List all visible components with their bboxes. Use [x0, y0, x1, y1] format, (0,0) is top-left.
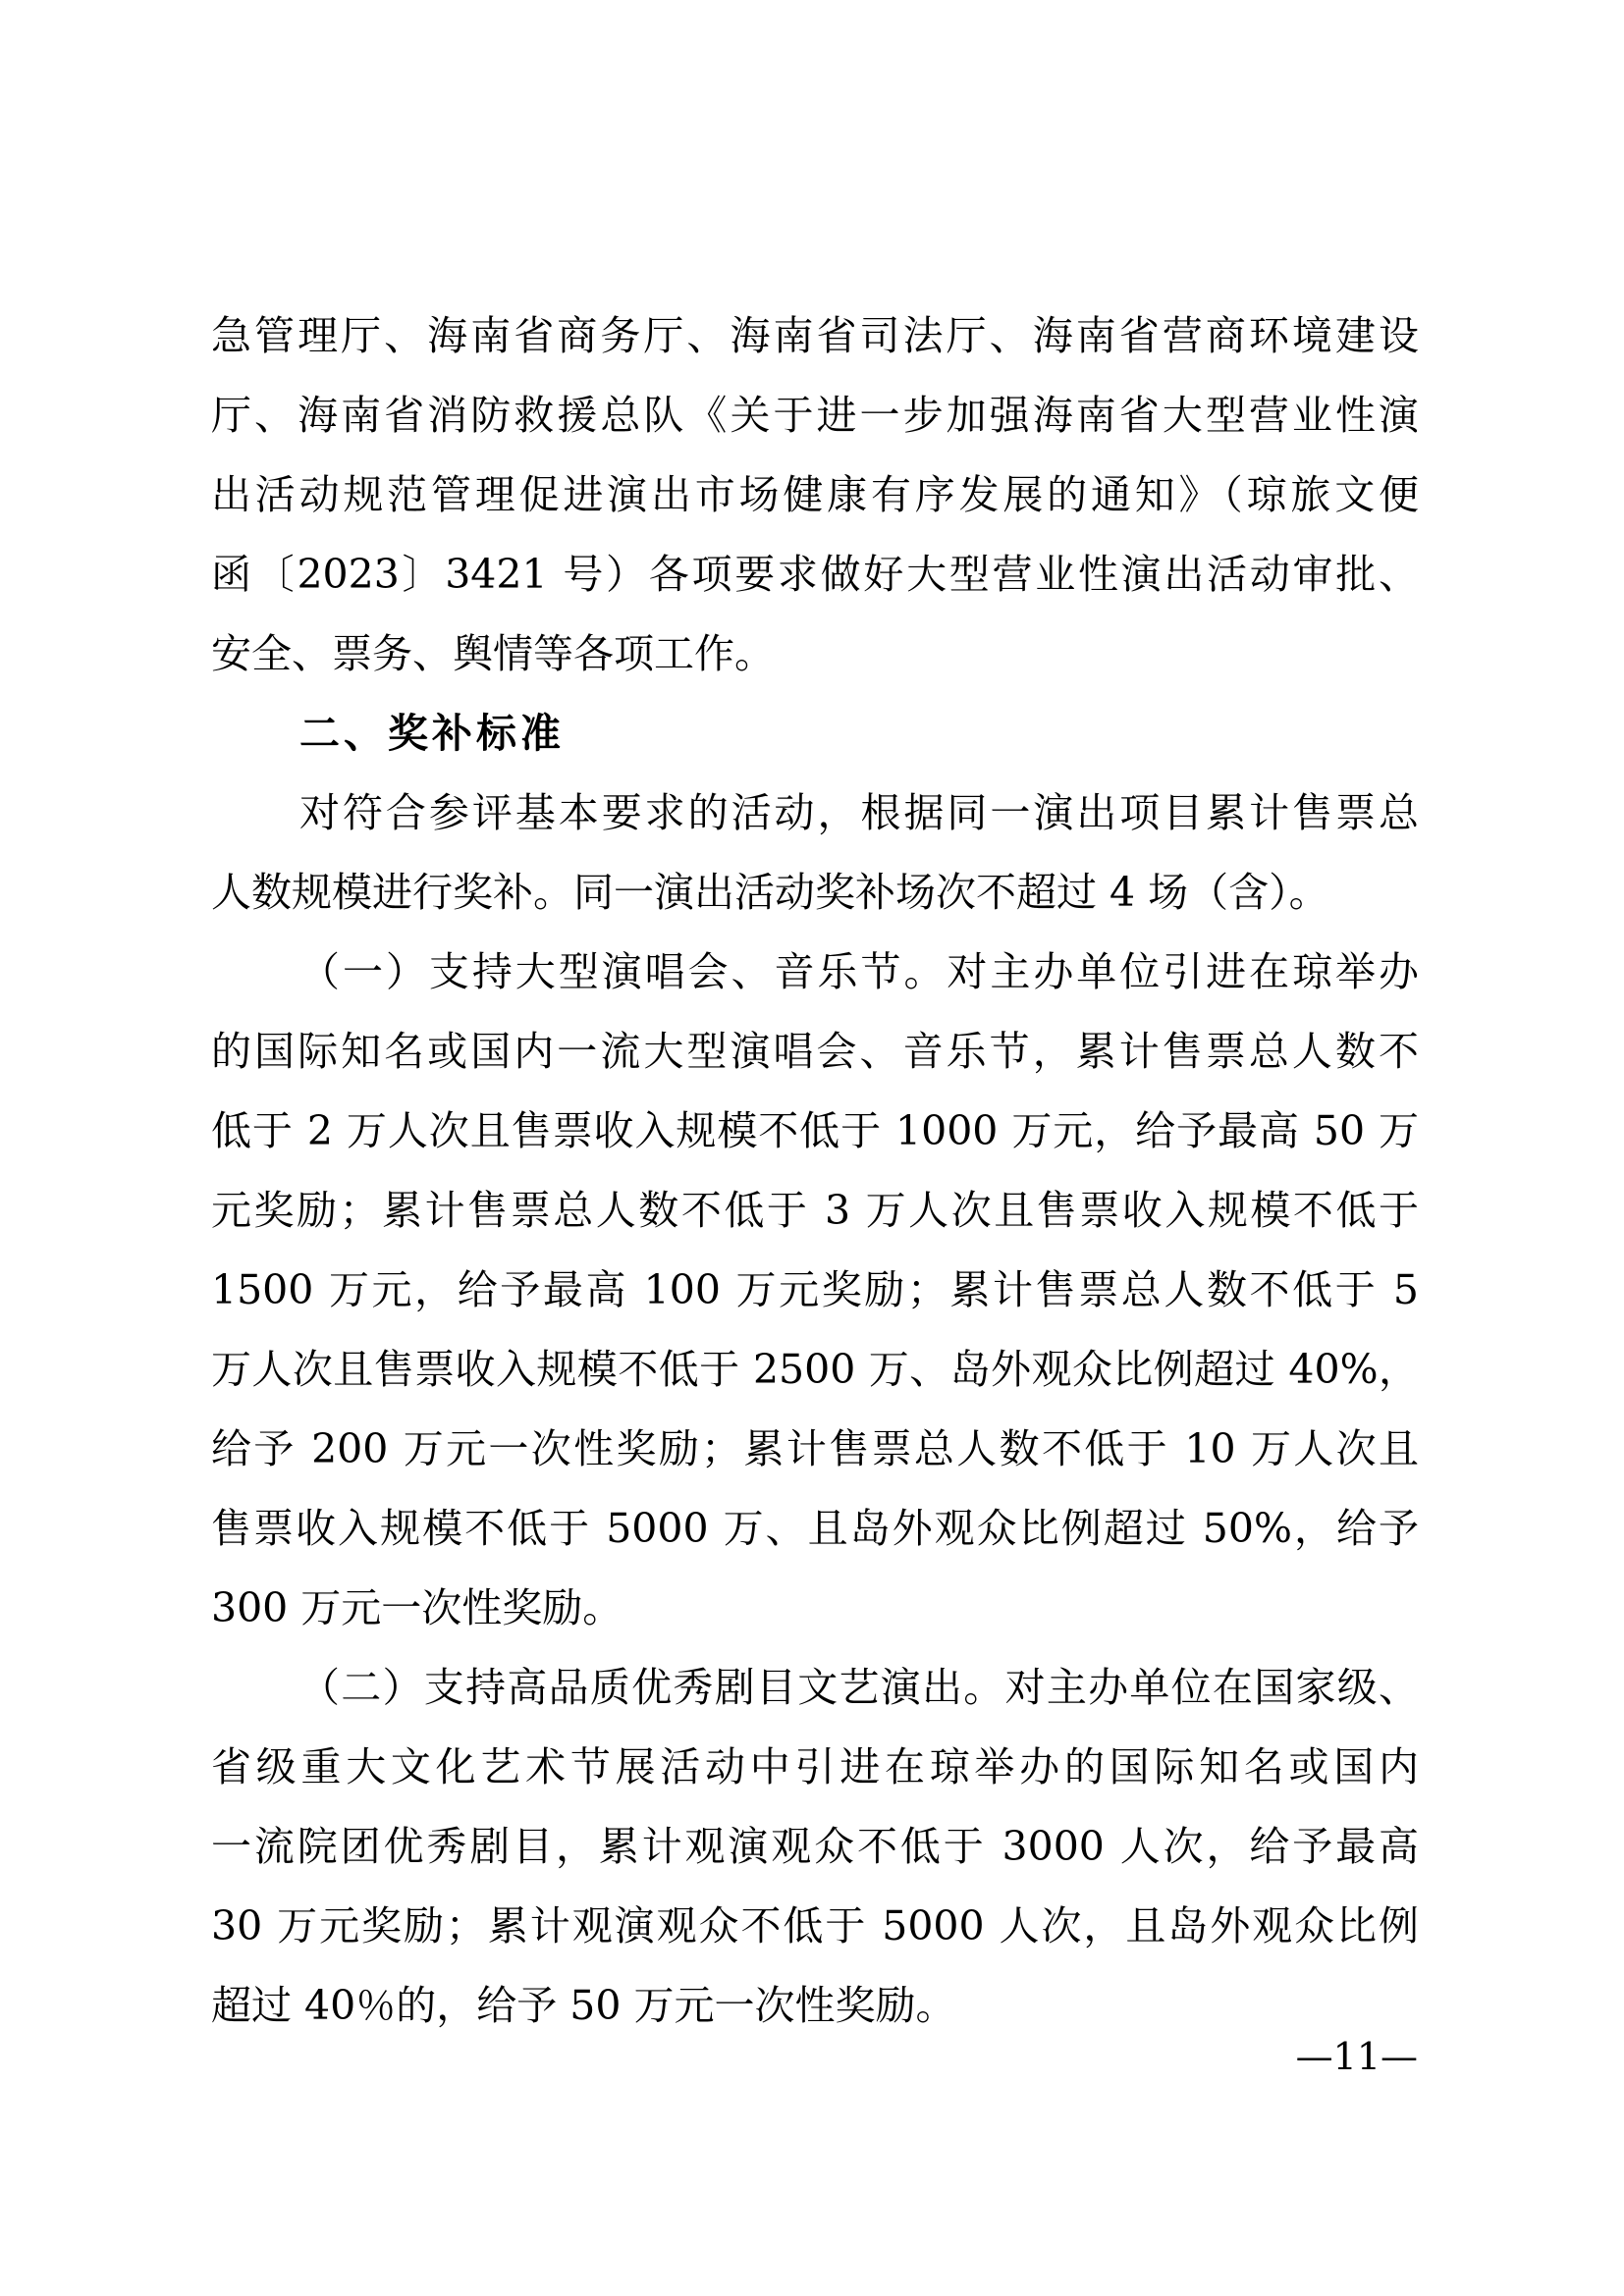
paragraph-line: 急管理厅、海南省商务厅、海南省司法厅、海南省营商环境建设 — [211, 312, 1419, 359]
paragraph-line: 安全、票务、舆情等各项工作。 — [211, 630, 775, 677]
paragraph-line: 1500 万元，给予最高 100 万元奖励；累计售票总人数不低于 5 — [211, 1266, 1419, 1313]
page-number: —11— — [1295, 2035, 1418, 2078]
paragraph-line: 300 万元一次性奖励。 — [211, 1584, 623, 1631]
paragraph-line: 的国际知名或国内一流大型演唱会、音乐节，累计售票总人数不 — [211, 1028, 1419, 1075]
section-heading: 二、奖补标准 — [299, 710, 565, 757]
paragraph-line: 给予 200 万元一次性奖励；累计售票总人数不低于 10 万人次且 — [211, 1425, 1419, 1472]
paragraph-line: 30 万元奖励；累计观演观众不低于 5000 人次，且岛外观众比例 — [211, 1902, 1419, 1949]
paragraph-line: 人数规模进行奖补。同一演出活动奖补场次不超过 4 场（含）。 — [211, 869, 1329, 916]
paragraph-line: （一）支持大型演唱会、音乐节。对主办单位引进在琼举办 — [299, 948, 1419, 995]
paragraph-line: 超过 40％的，给予 50 万元一次性奖励。 — [211, 1982, 956, 2029]
paragraph-line: 售票收入规模不低于 5000 万、且岛外观众比例超过 50%，给予 — [211, 1505, 1419, 1552]
paragraph-line: 出活动规范管理促进演出市场健康有序发展的通知》（琼旅文便 — [211, 471, 1419, 518]
paragraph-line: 对符合参评基本要求的活动，根据同一演出项目累计售票总 — [299, 789, 1419, 836]
paragraph-line: 低于 2 万人次且售票收入规模不低于 1000 万元，给予最高 50 万 — [211, 1107, 1419, 1154]
paragraph-line: 一流院团优秀剧目，累计观演观众不低于 3000 人次，给予最高 — [211, 1823, 1419, 1870]
paragraph-line: 元奖励；累计售票总人数不低于 3 万人次且售票收入规模不低于 — [211, 1187, 1419, 1234]
paragraph-line: 厅、海南省消防救援总队《关于进一步加强海南省大型营业性演 — [211, 392, 1419, 439]
paragraph-line: （二）支持高品质优秀剧目文艺演出。对主办单位在国家级、 — [299, 1664, 1419, 1711]
paragraph-line: 函〔2023〕3421 号）各项要求做好大型营业性演出活动审批、 — [211, 551, 1419, 598]
paragraph-line: 万人次且售票收入规模不低于 2500 万、岛外观众比例超过 40%， — [211, 1346, 1419, 1393]
paragraph-line: 省级重大文化艺术节展活动中引进在琼举办的国际知名或国内 — [211, 1743, 1419, 1790]
